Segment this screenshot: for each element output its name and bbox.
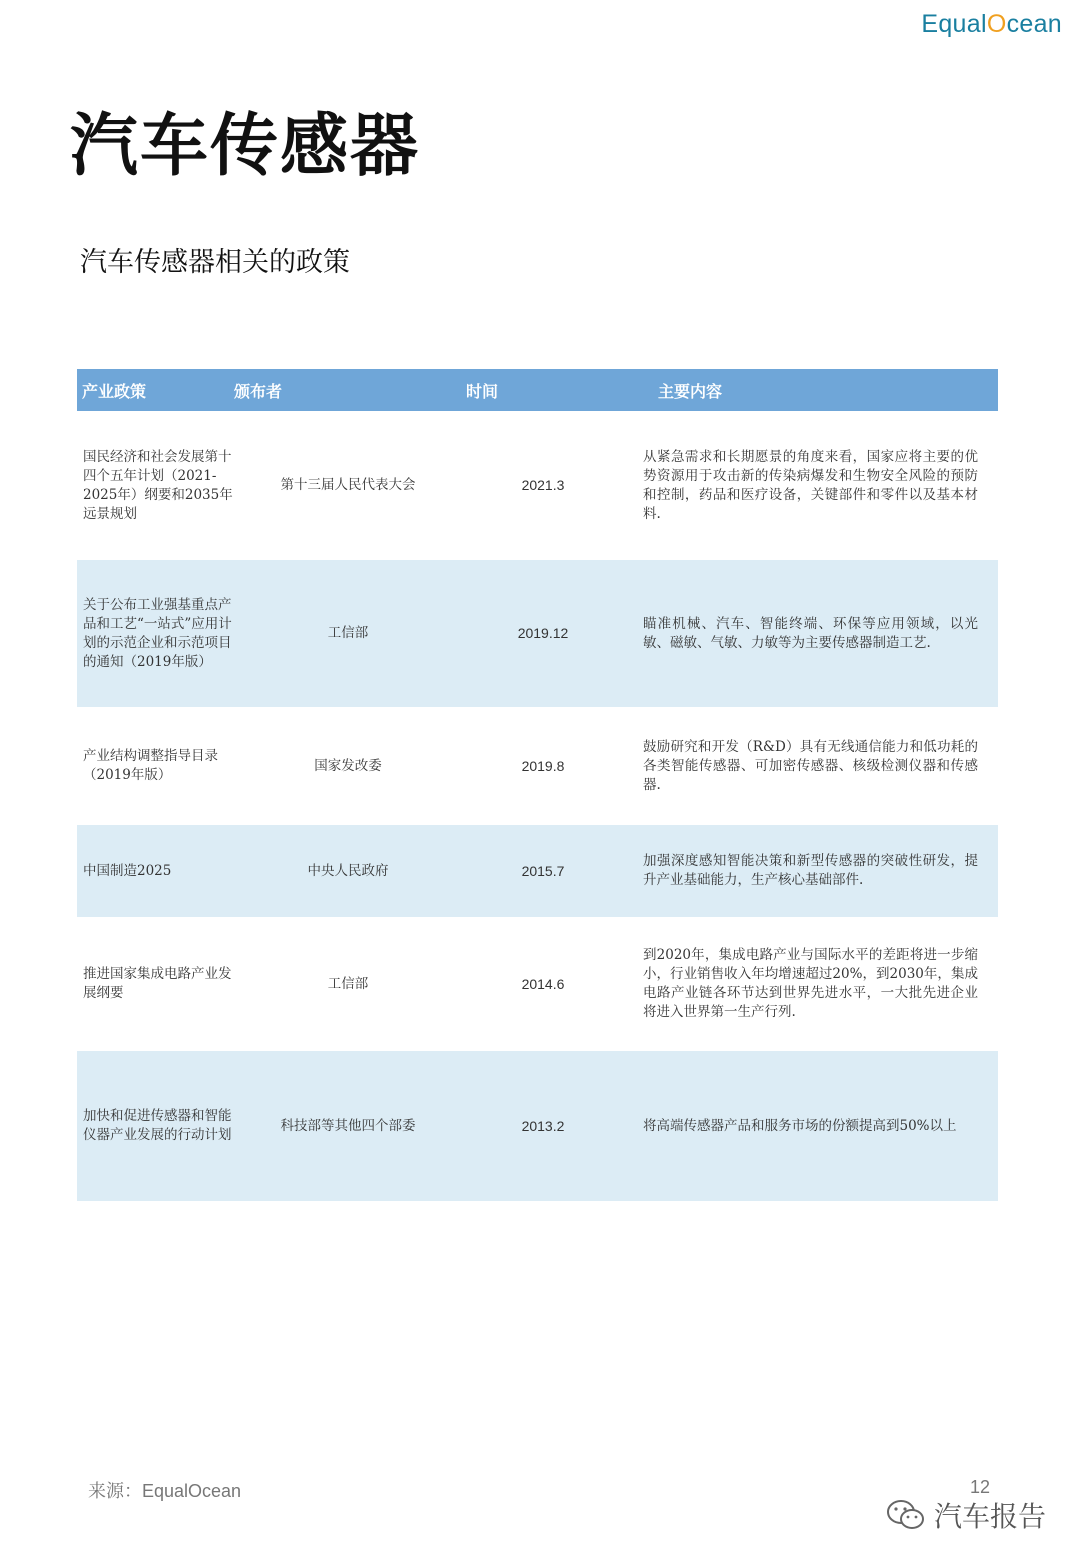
wechat-watermark <box>886 1495 1046 1535</box>
wechat-icon <box>886 1498 926 1532</box>
cell-policy: 推进国家集成电路产业发展纲要 <box>83 966 232 1001</box>
cell-policy: 加快和促进传感器和智能仪器产业发展的行动计划 <box>83 1108 232 1143</box>
watermark-text: 汽车报告 <box>933 1500 1046 1533</box>
header-issuer: 颁布者 <box>234 381 283 401</box>
logo-text-o: O <box>986 10 1007 38</box>
header-policy: 产业政策 <box>82 381 147 401</box>
cell-date: 2013.2 <box>521 1117 565 1134</box>
page-number: 12 <box>969 1477 990 1497</box>
logo-text-post: cean <box>1006 10 1062 38</box>
cell-date: 2015.7 <box>521 862 565 879</box>
cell-policy: 中国制造2025 <box>83 862 172 879</box>
logo-text-pre: Equal <box>921 10 987 38</box>
table-row <box>77 917 998 1051</box>
cell-issuer: 国家发改委 <box>314 757 382 774</box>
cell-content: 从紧急需求和长期愿景的角度来看，国家应将主要的优势资源用于攻击新的传染病爆发和生物安全风险的预防和控制，药品和医疗设备，关键部件和零件以及基本材料. <box>643 448 978 522</box>
cell-policy: 关于公布工业强基重点产品和工艺“一站式”应用计划的示范企业和示范项目的通知（2019年版） <box>83 596 232 670</box>
table-row <box>77 1051 998 1201</box>
header-date: 时间 <box>466 381 499 401</box>
cell-date: 2019.8 <box>521 757 565 774</box>
table-row <box>77 707 998 825</box>
cell-issuer: 中央人民政府 <box>307 862 389 879</box>
cell-issuer: 工信部 <box>327 975 369 992</box>
cell-date: 2014.6 <box>521 975 565 992</box>
cell-policy: 产业结构调整指导目录（2019年版） <box>83 748 218 783</box>
cell-issuer: 第十三届人民代表大会 <box>280 477 416 493</box>
cell-content: 加强深度感知智能决策和新型传感器的突破性研发，提升产业基础能力，生产核心基础部件. <box>643 853 978 888</box>
cell-content: 瞄准机械、汽车、智能终端、环保等应用领域，以光敏、磁敏、气敏、力敏等为主要传感器制造工艺. <box>643 615 978 651</box>
cell-date: 2019.12 <box>517 625 569 641</box>
header-content: 主要内容 <box>658 381 723 401</box>
table-row <box>77 560 998 707</box>
cell-content: 到2020年，集成电路产业与国际水平的差距将进一步缩小，行业销售收入年均增速超过20%，到2030年，集成电路产业链各环节达到世界先进水平，一大批先进企业将进入世界第一生产行列. <box>643 947 978 1020</box>
cell-policy: 国民经济和社会发展第十四个五年计划（2021-2025年）纲要和2035年远景规划 <box>83 448 233 522</box>
cell-content: 将高端传感器产品和服务市场的份额提高到50%以上 <box>643 1117 957 1134</box>
cell-date: 2021.3 <box>521 477 565 493</box>
section-subtitle: 汽车传感器相关的政策 <box>80 247 350 278</box>
table-header <box>77 369 998 411</box>
table-row <box>77 411 998 560</box>
cell-issuer: 工信部 <box>327 625 369 641</box>
source-note: 来源：EqualOcean <box>88 1481 242 1501</box>
page-title: 汽车传感器 <box>70 107 421 186</box>
cell-content: 鼓励研究和开发（R&D）具有无线通信能力和低功耗的各类智能传感器、可加密传感器、核级检测仪器和传感器. <box>643 738 978 793</box>
table-row <box>77 825 998 917</box>
cell-issuer: 科技部等其他四个部委 <box>280 1117 416 1134</box>
equalocean-logo <box>921 10 1062 39</box>
policy-table <box>77 369 998 1201</box>
